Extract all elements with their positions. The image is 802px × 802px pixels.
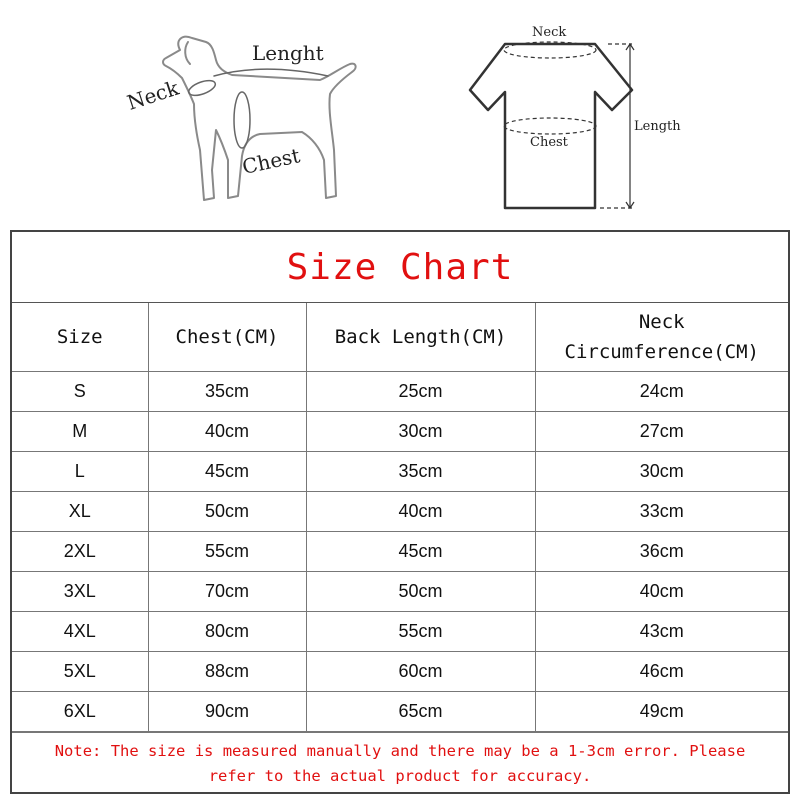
size-cell: S xyxy=(12,372,148,412)
measurement-note: Note: The size is measured manually and there may be a 1-3cm error. Please refer to the actual product for accuracy. xyxy=(12,732,788,794)
size-table xyxy=(12,303,788,732)
neck-cell: 33cm xyxy=(535,492,788,532)
back-length-cell: 35cm xyxy=(306,452,535,492)
back-length-cell: 50cm xyxy=(306,572,535,612)
size-cell: XL xyxy=(12,492,148,532)
shirt-measurement-diagram xyxy=(460,18,690,218)
table-row xyxy=(12,692,788,732)
table-row xyxy=(12,452,788,492)
table-row xyxy=(12,412,788,452)
neck-cell: 30cm xyxy=(535,452,788,492)
size-cell: 2XL xyxy=(12,532,148,572)
back-length-cell: 65cm xyxy=(306,692,535,732)
dog-neck-label: Neck xyxy=(124,75,182,115)
header-neck-line2: Circumference(CM) xyxy=(564,341,759,363)
header-neck-circumference xyxy=(535,303,788,372)
neck-cell: 27cm xyxy=(535,412,788,452)
neck-cell: 40cm xyxy=(535,572,788,612)
neck-cell: 24cm xyxy=(535,372,788,412)
chart-title: Size Chart xyxy=(12,232,788,303)
neck-cell: 46cm xyxy=(535,652,788,692)
neck-cell: 49cm xyxy=(535,692,788,732)
table-row xyxy=(12,652,788,692)
back-length-cell: 25cm xyxy=(306,372,535,412)
measurement-illustrations xyxy=(0,0,802,220)
chest-cell: 55cm xyxy=(148,532,306,572)
table-row xyxy=(12,572,788,612)
chest-cell: 70cm xyxy=(148,572,306,612)
shirt-length-label: Length xyxy=(634,119,681,134)
table-row xyxy=(12,492,788,532)
dog-chest-label: Chest xyxy=(240,143,303,179)
back-length-cell: 45cm xyxy=(306,532,535,572)
size-cell: L xyxy=(12,452,148,492)
header-back-length: Back Length(CM) xyxy=(306,303,535,372)
size-cell: M xyxy=(12,412,148,452)
chest-cell: 35cm xyxy=(148,372,306,412)
back-length-cell: 60cm xyxy=(306,652,535,692)
table-row xyxy=(12,612,788,652)
table-row xyxy=(12,372,788,412)
size-cell: 3XL xyxy=(12,572,148,612)
chest-cell: 90cm xyxy=(148,692,306,732)
chest-cell: 50cm xyxy=(148,492,306,532)
chest-cell: 45cm xyxy=(148,452,306,492)
size-cell: 4XL xyxy=(12,612,148,652)
neck-cell: 36cm xyxy=(535,532,788,572)
header-size: Size xyxy=(12,303,148,372)
back-length-cell: 40cm xyxy=(306,492,535,532)
shirt-neck-label: Neck xyxy=(532,25,567,40)
header-row xyxy=(12,303,788,372)
size-cell: 6XL xyxy=(12,692,148,732)
neck-cell: 43cm xyxy=(535,612,788,652)
chest-cell: 88cm xyxy=(148,652,306,692)
table-row xyxy=(12,532,788,572)
chest-cell: 80cm xyxy=(148,612,306,652)
chest-cell: 40cm xyxy=(148,412,306,452)
back-length-cell: 30cm xyxy=(306,412,535,452)
dog-length-label: Lenght xyxy=(252,41,324,65)
header-chest: Chest(CM) xyxy=(148,303,306,372)
dog-measurement-diagram xyxy=(120,20,380,220)
back-length-cell: 55cm xyxy=(306,612,535,652)
size-chart xyxy=(10,230,790,794)
header-neck-line1: Neck xyxy=(638,311,685,333)
size-cell: 5XL xyxy=(12,652,148,692)
shirt-chest-label: Chest xyxy=(530,135,568,150)
